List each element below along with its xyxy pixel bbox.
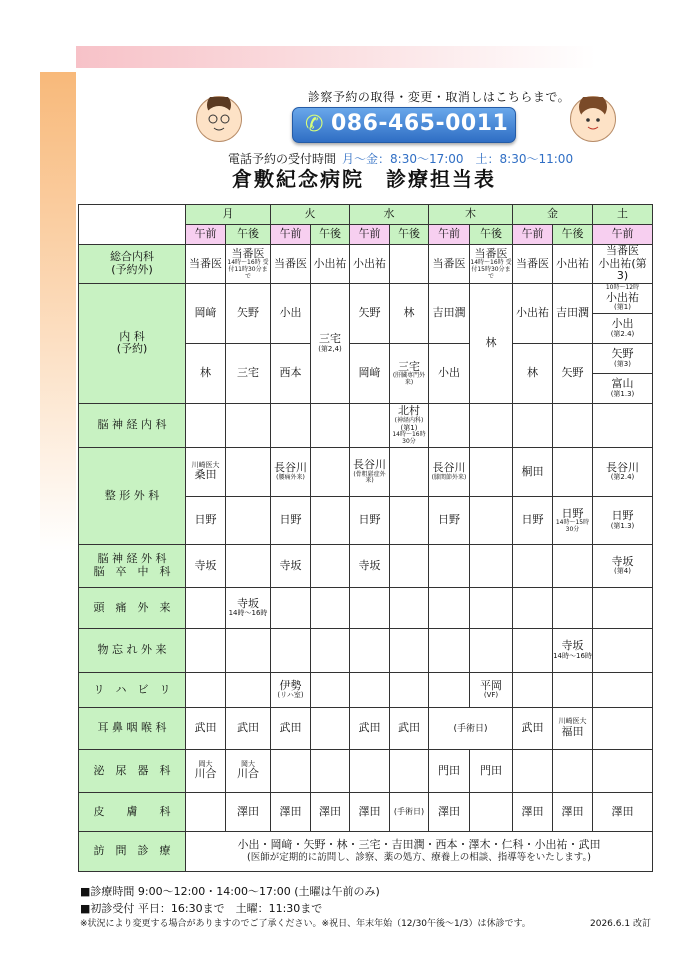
pm-label: 午後 <box>470 225 513 245</box>
cell <box>311 628 350 672</box>
cell: 澤田 <box>593 792 653 831</box>
cell: 小出 <box>429 343 470 403</box>
cell <box>593 283 653 313</box>
cell: 武田 <box>226 707 271 749</box>
cell <box>429 672 470 707</box>
cell-text: 川合 <box>194 767 217 781</box>
cell <box>593 373 653 403</box>
cell-note: (神経内科) <box>394 417 424 424</box>
pm-label: 午後 <box>226 225 271 245</box>
cell: 寺坂 <box>350 544 390 587</box>
schedule-table <box>78 204 653 872</box>
doctor-illustration <box>196 96 242 142</box>
cell-note: (手術日) <box>453 723 488 734</box>
am-label: 午前 <box>271 225 311 245</box>
cell: 矢野 <box>350 283 390 343</box>
cell <box>593 587 653 628</box>
cell-note: (VF) <box>483 691 499 700</box>
cell-note: (第1.3) <box>610 389 635 398</box>
home-visit-description: (医師が定期的に訪問し、診察、薬の処方、療養上の相談、指導等をいたします。) <box>247 852 591 864</box>
cell-note: (腰痛外来) <box>276 473 305 481</box>
cell: 日野 <box>429 496 470 544</box>
cell <box>553 749 593 792</box>
cell: 日野 <box>271 496 311 544</box>
cell-text: 長谷川 <box>274 461 307 475</box>
row-memory <box>79 628 653 672</box>
dept-dermatology: 皮 膚 科 <box>79 792 186 831</box>
cell <box>226 544 271 587</box>
cell: 澤田 <box>350 792 390 831</box>
cell-text: 寺坂 <box>237 596 259 610</box>
cell-note: (第1) <box>614 303 631 312</box>
cell <box>350 447 390 496</box>
cell <box>311 587 350 628</box>
cell: 岡﨑 <box>350 343 390 403</box>
cell <box>429 403 470 447</box>
cell <box>311 283 350 403</box>
cell <box>350 587 390 628</box>
cell-note: (膝関節外来) <box>431 473 467 481</box>
pm-label: 午後 <box>390 225 429 245</box>
dept-rehab: リ ハ ビ リ <box>79 672 186 707</box>
home-visit-cell <box>186 831 653 871</box>
dept-orthopedics: 整 形 外 科 <box>79 447 186 544</box>
cell <box>593 672 653 707</box>
cell: 日野 <box>186 496 226 544</box>
cell <box>513 544 553 587</box>
cell-note: (骨粗鬆症外来) <box>353 470 386 485</box>
cell <box>470 403 513 447</box>
cell-text: 伊勢 <box>279 678 302 692</box>
row-urology <box>79 749 653 792</box>
cell-note: 14時～16時 受付15時30分まで <box>470 259 512 280</box>
cell <box>429 447 470 496</box>
cell-text: 三宅 <box>398 359 420 373</box>
cell: 澤田 <box>429 792 470 831</box>
dept-label: 総合内科 <box>110 250 154 264</box>
cell-note: (リハ室) <box>277 691 304 700</box>
cell <box>429 544 470 587</box>
dept-sublabel: 脳 卒 中 科 <box>93 564 171 578</box>
cell-note: 岡大 <box>198 759 213 768</box>
cell-note: (第2.4) <box>610 473 635 482</box>
cell: 当番医 <box>513 245 553 284</box>
cell <box>470 447 513 496</box>
cell <box>226 672 271 707</box>
cell: 小出祐 <box>311 245 350 284</box>
cell <box>271 447 311 496</box>
cell <box>470 628 513 672</box>
cell-note: 川崎医大 <box>558 717 587 726</box>
cell-text: 当番医 <box>231 246 265 260</box>
reception-times: 月～金：8:30～17:00 土：8:30～11:00 <box>342 152 574 166</box>
dept-neurosurgery <box>79 544 186 587</box>
day-sat: 土 <box>593 205 653 225</box>
home-visit-doctors: 小出・岡﨑・矢野・林・三宅・吉田潤・西本・澤木・仁科・小出祐・武田 <box>237 837 601 851</box>
cell: 澤田 <box>553 792 593 831</box>
cell-text: 日野 <box>561 506 584 520</box>
cell-text: 長谷川 <box>353 458 386 471</box>
first-visit-reception: ■初診受付 平日：16:30まで 土曜：11:30まで <box>80 902 323 915</box>
cell <box>470 245 513 284</box>
cell: (手術日) <box>390 792 429 831</box>
cell <box>553 496 593 544</box>
day-header-row <box>79 205 653 225</box>
cell: 小出 <box>271 283 311 343</box>
cell: 門田 <box>470 749 513 792</box>
cell <box>390 672 429 707</box>
cell <box>186 447 226 496</box>
cell <box>593 313 653 343</box>
cell: 日野 <box>350 496 390 544</box>
cell-note: 川崎医大 <box>191 460 220 469</box>
cell: 林 <box>513 343 553 403</box>
row-internal-1 <box>79 283 653 313</box>
cell-text: 小出祐 <box>606 290 639 304</box>
cell-text: 当番医 <box>474 246 508 260</box>
dept-general-internal <box>79 245 186 284</box>
cell <box>271 403 311 447</box>
cell <box>186 792 226 831</box>
dept-label: 内 科 <box>119 329 145 343</box>
cell-text: 北村 <box>398 404 420 418</box>
cell: 西本 <box>271 343 311 403</box>
day-mon: 月 <box>186 205 271 225</box>
cell <box>271 587 311 628</box>
cell-note: (第1.3) <box>610 521 635 530</box>
nurse-illustration <box>570 96 616 142</box>
reception-label: 電話予約の受付時間 <box>228 152 337 166</box>
row-neurosurgery <box>79 544 653 587</box>
cell <box>390 343 429 403</box>
phone-icon: ✆ <box>305 112 324 137</box>
row-headache <box>79 587 653 628</box>
cell: 当番医 <box>186 245 226 284</box>
dept-neurology: 脳 神 経 内 科 <box>79 403 186 447</box>
cell <box>186 628 226 672</box>
cell <box>226 245 271 284</box>
cell <box>513 403 553 447</box>
cell <box>390 749 429 792</box>
dept-home-visit: 訪 問 診 療 <box>79 831 186 871</box>
cell: 澤田 <box>226 792 271 831</box>
cell <box>513 672 553 707</box>
cell: 吉田潤 <box>553 283 593 343</box>
phone-number-button[interactable] <box>292 107 516 143</box>
row-ortho-1 <box>79 447 653 496</box>
cell-text: 寺坂 <box>611 554 634 568</box>
cell <box>226 403 271 447</box>
cell-text: 小出 <box>611 317 634 331</box>
cell <box>593 343 653 373</box>
cell-text: 長谷川 <box>606 460 639 474</box>
side-gradient-bar <box>40 72 76 552</box>
cell-note: (第1) <box>400 423 418 432</box>
cell <box>350 672 390 707</box>
cell-note: (第4) <box>614 567 631 576</box>
day-tue: 火 <box>271 205 350 225</box>
cell-note: (肝臓専門外来) <box>392 372 426 386</box>
cell <box>429 707 513 749</box>
row-ent <box>79 707 653 749</box>
dept-headache: 頭 痛 外 来 <box>79 587 186 628</box>
am-label: 午前 <box>186 225 226 245</box>
cell: 岡﨑 <box>186 283 226 343</box>
phone-number: 086-465-0011 <box>331 111 509 136</box>
dept-ent: 耳 鼻 咽 喉 科 <box>79 707 186 749</box>
cell: 当番医 <box>271 245 311 284</box>
cell <box>271 672 311 707</box>
am-label: 午前 <box>513 225 553 245</box>
cell-text: 寺坂 <box>561 639 584 653</box>
cell-note: (第2.4) <box>610 329 635 338</box>
cell: 矢野 <box>553 343 593 403</box>
cell-text: 長谷川 <box>432 461 466 475</box>
cell-note: 14時～16時 <box>228 609 268 618</box>
pm-label: 午後 <box>553 225 593 245</box>
header-gradient-bar <box>76 46 596 68</box>
cell <box>390 628 429 672</box>
cell-text: 小出祐(第3) <box>598 256 647 283</box>
cell <box>593 403 653 447</box>
cell <box>350 749 390 792</box>
row-home-visit <box>79 831 653 871</box>
cell <box>390 544 429 587</box>
cell: 三宅 <box>226 343 271 403</box>
cell <box>470 544 513 587</box>
cell-text: 桑田 <box>194 468 217 482</box>
cell <box>553 672 593 707</box>
day-fri: 金 <box>513 205 593 225</box>
cell: 日野 <box>513 496 553 544</box>
cell <box>553 628 593 672</box>
cell <box>470 792 513 831</box>
row-rehab <box>79 672 653 707</box>
dept-memory: 物 忘 れ 外 来 <box>79 628 186 672</box>
cell-note: (第2,4) <box>318 344 342 353</box>
cell: 武田 <box>271 707 311 749</box>
reserve-info: 診察予約の取得・変更・取消しはこちらまで。 <box>307 90 571 104</box>
am-label: 午前 <box>429 225 470 245</box>
cell-note: 14時～16時 受付11時30分まで <box>227 259 269 280</box>
cell <box>311 496 350 544</box>
page-title: 倉敷紀念病院 診療担当表 <box>232 167 496 191</box>
cell-note: 14時～16時30分 <box>392 431 426 445</box>
cell: 武田 <box>390 707 429 749</box>
dept-sublabel: (予約外) <box>111 262 153 276</box>
cell <box>186 749 226 792</box>
row-dermatology <box>79 792 653 831</box>
cell-note: 14時～16時 <box>553 651 592 660</box>
cell <box>271 749 311 792</box>
cell-text: 三宅 <box>319 332 341 346</box>
cell <box>226 496 271 544</box>
cell-note: 10時～12時 <box>605 283 640 291</box>
cell <box>513 587 553 628</box>
cell <box>593 707 653 749</box>
day-thu: 木 <box>429 205 513 225</box>
cell: 澤田 <box>271 792 311 831</box>
dept-label: 脳 神 経 外 科 <box>97 552 167 566</box>
cell <box>553 544 593 587</box>
corner-cell <box>79 205 186 245</box>
cell <box>226 628 271 672</box>
cell <box>350 403 390 447</box>
cell <box>429 628 470 672</box>
am-label: 午前 <box>350 225 390 245</box>
cell <box>311 672 350 707</box>
cell <box>470 587 513 628</box>
cell: 桐田 <box>513 447 553 496</box>
cell <box>186 587 226 628</box>
cell: 武田 <box>350 707 390 749</box>
cell: 寺坂 <box>186 544 226 587</box>
cell: 矢野 <box>226 283 271 343</box>
cell <box>271 628 311 672</box>
cell-text: 富山 <box>611 377 634 391</box>
cell <box>593 496 653 544</box>
cell <box>513 749 553 792</box>
cell-text: 日野 <box>611 509 634 523</box>
cell <box>390 587 429 628</box>
cell <box>553 447 593 496</box>
dept-internal <box>79 283 186 403</box>
row-general-internal <box>79 245 653 284</box>
cell <box>593 447 653 496</box>
cell-text: 当番医 <box>606 244 639 257</box>
cell <box>593 544 653 587</box>
cell <box>186 672 226 707</box>
cell: 門田 <box>429 749 470 792</box>
cell-text: 福田 <box>561 724 584 738</box>
cell <box>390 496 429 544</box>
cell-note: 14時～15時30分 <box>555 519 590 533</box>
day-wed: 水 <box>350 205 429 225</box>
cell <box>390 403 429 447</box>
cell <box>553 403 593 447</box>
cell <box>390 245 429 284</box>
cell: 小出祐 <box>513 283 553 343</box>
cell <box>311 447 350 496</box>
revision-date: 2026.6.1 改訂 <box>590 919 651 929</box>
pm-label: 午後 <box>311 225 350 245</box>
cell: 武田 <box>186 707 226 749</box>
cell: 武田 <box>513 707 553 749</box>
cell <box>350 628 390 672</box>
cell <box>311 749 350 792</box>
cell <box>553 587 593 628</box>
cell <box>593 628 653 672</box>
cell-text: 矢野 <box>611 347 634 361</box>
consultation-hours: ■診療時間 9:00～12:00・14:00～17:00 (土曜は午前のみ) <box>80 885 380 898</box>
cell <box>311 544 350 587</box>
cell <box>186 403 226 447</box>
cell <box>470 672 513 707</box>
am-label: 午前 <box>593 225 653 245</box>
cell: 吉田潤 <box>429 283 470 343</box>
cell-text: 平岡 <box>480 678 502 692</box>
cell-note: (第3) <box>614 359 631 368</box>
cell-note: 岡大 <box>241 759 255 768</box>
cell: 林 <box>470 283 513 403</box>
cell: 当番医 <box>429 245 470 284</box>
cell <box>226 749 271 792</box>
dept-sublabel: (予約) <box>116 342 148 356</box>
footer-note: ※状況により変更する場合がありますのでご了承ください。※祝日、年末年始（12/30午後～1/3）は休診です。 <box>80 919 531 929</box>
cell <box>513 628 553 672</box>
cell: 林 <box>186 343 226 403</box>
cell <box>311 707 350 749</box>
cell <box>593 245 653 284</box>
cell <box>593 749 653 792</box>
cell: 澤田 <box>513 792 553 831</box>
cell <box>226 587 271 628</box>
cell: 寺坂 <box>271 544 311 587</box>
row-neurology <box>79 403 653 447</box>
cell <box>470 496 513 544</box>
cell <box>390 447 429 496</box>
cell: 小出祐 <box>350 245 390 284</box>
cell: 小出祐 <box>553 245 593 284</box>
cell-text: 川合 <box>237 767 259 781</box>
cell: 澤田 <box>311 792 350 831</box>
cell <box>311 403 350 447</box>
cell <box>429 587 470 628</box>
cell <box>553 707 593 749</box>
cell <box>226 447 271 496</box>
dept-urology: 泌 尿 器 科 <box>79 749 186 792</box>
cell: 林 <box>390 283 429 343</box>
